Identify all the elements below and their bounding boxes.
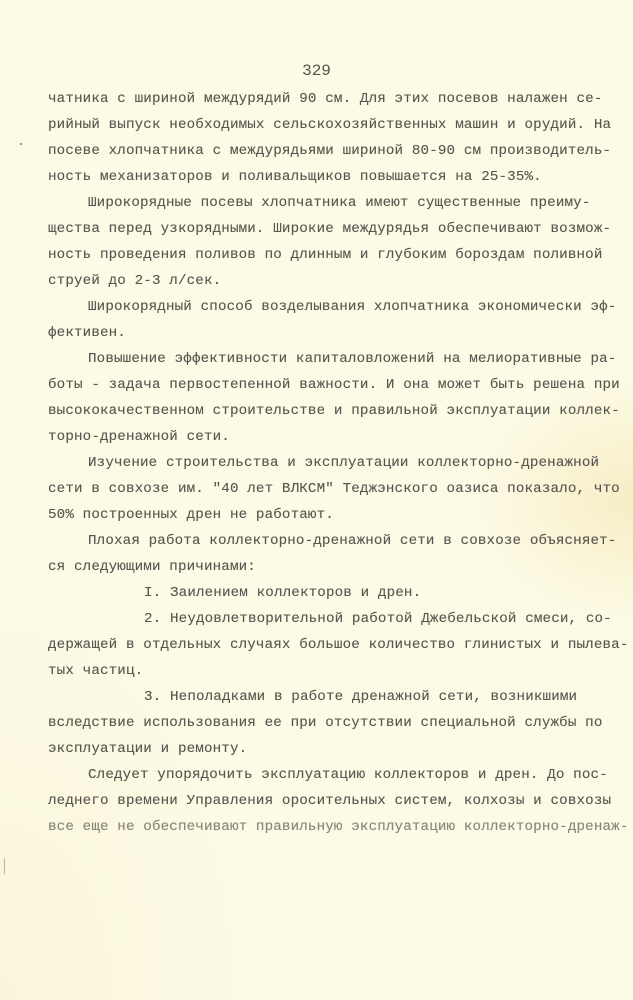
paragraph-first-line: Широкорядный способ возделывания хлопчатника экономически эф- <box>88 299 617 315</box>
text-line: фективен. <box>48 325 126 341</box>
text-line: ся следующими причинами: <box>48 559 256 575</box>
text-line: держащей в отдельных случаях большое количество глинистых и пылева- <box>48 637 629 653</box>
page-number: 329 <box>302 62 331 80</box>
text-line: вследствие использования ее при отсутствии специальной службы по <box>48 715 603 731</box>
paragraph-first-line: Повышение эффективности капиталовложений на мелиоративные ра- <box>88 351 617 367</box>
text-line: рийный выпуск необходимых сельскохозяйственных машин и орудий. На <box>48 117 612 133</box>
list-item-2: 2. Неудовлетворительной работой Джебельской смеси, со- <box>144 611 612 627</box>
text-line: ность проведения поливов по длинным и глубоким бороздам поливной <box>48 247 603 263</box>
text-line: 50% построенных дрен не работают. <box>48 507 334 523</box>
text-line: щества перед узкорядными. Широкие междурядья обеспечивают возмож- <box>48 221 612 237</box>
text-line: тых частиц. <box>48 663 144 679</box>
text-line: леднего времени Управления оросительных систем, колхозы и совхозы <box>48 793 612 809</box>
text-line: эксплуатации и ремонту. <box>48 741 248 757</box>
paper-edge-mark <box>4 858 5 874</box>
paragraph-first-line: Изучение строительства и эксплуатации коллекторно-дренажной <box>88 455 600 471</box>
text-line: посеве хлопчатника с междурядьями шириной 80-90 см производитель- <box>48 143 612 159</box>
paragraph-first-line: Следует упорядочить эксплуатацию коллекторов и дрен. До пос- <box>88 767 608 783</box>
text-line: сети в совхозе им. "40 лет ВЛКСМ" Теджэнского оазиса показало, что <box>48 481 620 497</box>
paragraph-first-line: Плохая работа коллекторно-дренажной сети в совхозе объясняет- <box>88 533 617 549</box>
paper-speck <box>20 143 22 145</box>
text-line: струей до 2-3 л/сек. <box>48 273 222 289</box>
text-line: чатника с шириной междурядий 90 см. Для этих посевов налажен се- <box>48 91 603 107</box>
list-item-3: 3. Неполадками в работе дренажной сети, возникшими <box>144 689 578 705</box>
list-item-1: I. Заилением коллекторов и дрен. <box>144 585 422 601</box>
text-line: все еще не обеспечивают правильную эксплуатацию коллекторно-дренаж- <box>48 819 629 835</box>
text-line: боты - задача первостепенной важности. И она может быть решена при <box>48 377 620 393</box>
text-line: ность механизаторов и поливальщиков повышается на 25-35%. <box>48 169 542 185</box>
text-line: высококачественном строительстве и правильной эксплуатации коллек- <box>48 403 620 419</box>
text-line: торно-дренажной сети. <box>48 429 230 445</box>
paragraph-first-line: Широкорядные посевы хлопчатника имеют существенные преиму- <box>88 195 591 211</box>
